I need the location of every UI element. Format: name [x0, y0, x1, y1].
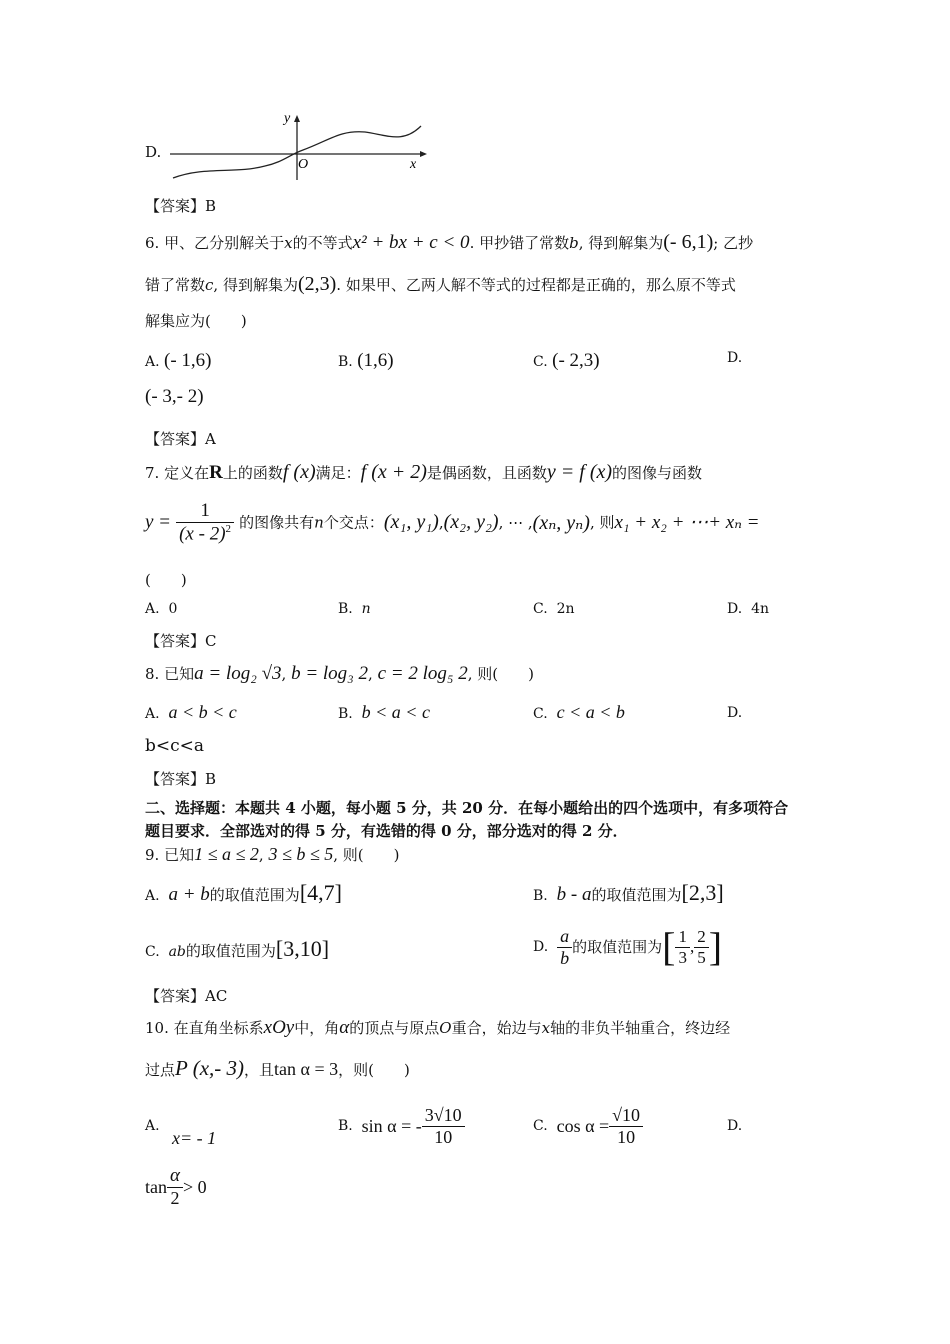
frac-den-exp: 2 [225, 523, 232, 535]
q10-option-d[interactable] [727, 1118, 742, 1134]
q9-text: 已知 [164, 846, 195, 864]
option-expr-frac [557, 926, 572, 969]
option-expr: a + b [168, 884, 210, 905]
q10-alpha: α [339, 1017, 350, 1038]
q7-line1 [145, 462, 702, 483]
q6-text: 的不等式 [292, 234, 353, 252]
q10-text: 重合，始边与 [451, 1019, 542, 1037]
q6-option-c[interactable] [533, 350, 600, 372]
frac-num: α [167, 1165, 183, 1188]
q8-sep: , [281, 665, 287, 683]
q10-line2 [145, 1058, 410, 1080]
q6-var-b: b [569, 234, 579, 252]
q10-x: x [541, 1019, 551, 1037]
frac-den: 5 [697, 947, 706, 967]
q6-number: 6. [145, 234, 160, 252]
q8-number: 8. [145, 665, 160, 683]
frac-den: b [560, 947, 570, 968]
option-label: B. [338, 601, 353, 617]
q7-point1: (x₁, y₁) [383, 511, 439, 534]
q9-text: , 则( ) [333, 846, 400, 864]
q6-option-d-value: (- 3,- 2) [145, 386, 204, 407]
q6-line3: 解集应为( ) [145, 312, 247, 330]
q10-option-c[interactable] [533, 1100, 643, 1152]
q7-fx2: f (x + 2) [360, 461, 427, 483]
frac-den: 10 [434, 1126, 453, 1147]
option-frac [609, 1105, 643, 1148]
q6-text: . 如果甲、乙两人解不等式的过程都是正确的，那么原不等式 [336, 276, 736, 294]
q6-line1 [145, 232, 753, 253]
frac-num: 1 [176, 500, 234, 523]
option-label: D. [727, 1118, 743, 1134]
q8-option-a[interactable] [145, 702, 237, 723]
frac-num: √10 [609, 1105, 643, 1127]
option-expr: b - a [556, 884, 592, 905]
frac-den-base: (x - 2) [179, 523, 226, 545]
q7-comma: , [438, 513, 444, 532]
option-text: 的取值范围为 [185, 942, 276, 960]
q8-line1 [145, 664, 534, 684]
q6-inequality: x² + bx + c < 0 [352, 232, 470, 253]
q7-var-n: n [314, 513, 324, 532]
option-label: D. [533, 939, 549, 955]
range-comma: , [689, 937, 695, 956]
option-label: D. [727, 350, 743, 366]
option-value: 4n [751, 601, 770, 617]
q7-text: 的图像共有 [239, 513, 315, 532]
q10-line1 [145, 1018, 730, 1038]
frac-num: a [557, 926, 572, 948]
q6-answer: 【答案】A [145, 430, 216, 448]
q10-o: O [439, 1019, 452, 1037]
q10-point: P (x,- 3) [175, 1056, 245, 1080]
frac-den [176, 523, 234, 545]
q7-option-a[interactable] [145, 601, 177, 617]
option-label: D. [727, 601, 743, 617]
q9-option-b[interactable] [533, 880, 724, 906]
q7-sum: x₁ + x₂ + ⋯+ xₙ = [614, 512, 760, 534]
option-expr: ab [168, 944, 186, 960]
q6-text: 甲、乙分别解关于 [164, 234, 285, 252]
option-label: C. [533, 706, 548, 722]
option-label: C. [533, 601, 548, 617]
q10-option-a-value: x= - 1 [172, 1128, 217, 1148]
q9-sep: , [258, 846, 264, 864]
option-label: B. [338, 354, 353, 370]
q8-option-d-value: b<c<a [145, 736, 205, 756]
option-text: 的取值范围为 [572, 938, 663, 956]
q9-line1 [145, 844, 399, 865]
q7-set-r: R [209, 462, 223, 483]
q6-text: , 得到解集为 [213, 276, 298, 294]
q7-y-eq: y = [145, 511, 172, 533]
section2-header-line2: 题目要求．全部选对的得 5 分，有选错的得 0 分，部分选对的得 2 分． [145, 822, 628, 840]
q10-option-a[interactable] [145, 1118, 160, 1134]
q7-point2: (x₂, y₂) [443, 511, 499, 534]
option-label: A. [145, 354, 160, 370]
q9-option-c[interactable] [145, 936, 329, 962]
section2-header-line1: 二、选择题：本题共 4 小题，每小题 5 分，共 20 分．在每小题给出的四个选项中，有多项符合 [145, 799, 789, 817]
q10-text: 的顶点与原点 [349, 1019, 440, 1037]
q6-text: , 得到解集为 [578, 234, 664, 252]
frac-den: 2 [170, 1188, 180, 1208]
q7-text: 定义在 [164, 464, 210, 482]
option-label: A. [145, 706, 160, 722]
q8-option-c[interactable] [533, 702, 625, 723]
option-value: (- 1,6) [164, 350, 212, 371]
q7-fraction [176, 500, 234, 545]
q9-option-a[interactable] [145, 880, 342, 906]
option-label: C. [533, 354, 548, 370]
option-rest: > 0 [182, 1176, 207, 1197]
q8-a-expr: a = log₂ √3 [194, 663, 282, 684]
bracket-close: ] [708, 924, 723, 969]
range-frac-2 [694, 927, 709, 968]
graph-x-label: x [410, 157, 417, 172]
q5-answer: 【答案】B [145, 197, 217, 215]
q7-text: 上的函数 [222, 464, 283, 482]
frac-den: 10 [617, 1126, 636, 1147]
frac-num: 2 [694, 927, 709, 948]
option-text: 的取值范围为 [591, 886, 682, 904]
option-range: [2,3] [681, 880, 724, 905]
option-label: B. [338, 1118, 353, 1134]
option-value: n [361, 601, 371, 617]
q10-text: 中，角 [294, 1019, 340, 1037]
q9-answer: 【答案】AC [145, 987, 228, 1005]
graph-origin-label: O [298, 157, 309, 172]
q7-text: , 则 [589, 513, 615, 532]
frac-den: 3 [678, 947, 687, 967]
q8-answer: 【答案】B [145, 770, 217, 788]
option-value: (1,6) [357, 350, 394, 371]
q7-text: 满足： [315, 464, 361, 482]
option-value: b < a < c [361, 702, 430, 722]
option-label: B. [338, 706, 353, 722]
q7-fx: f (x) [282, 461, 316, 483]
q7-line2 [145, 500, 760, 556]
q6-var-x: x [284, 234, 293, 252]
frac-num: 1 [675, 927, 690, 948]
option-label: A. [145, 888, 160, 904]
graph-y-label: y [284, 111, 291, 126]
q10-xoy: xOy [263, 1017, 295, 1038]
q6-set2: (2,3) [297, 273, 337, 295]
option-label: B. [533, 888, 548, 904]
option-lhs: cos α = [556, 1115, 610, 1136]
q10-option-d-value [145, 1162, 207, 1212]
q7-line3: ( ) [145, 571, 187, 589]
q7-text: 的图像与函数 [612, 464, 703, 482]
q9-cond1: 1 ≤ a ≤ 2 [194, 844, 259, 864]
q7-answer: 【答案】C [145, 632, 217, 650]
q6-set1: (- 6,1) [663, 231, 714, 253]
q8-text: 已知 [164, 665, 195, 683]
q8-text: , 则( ) [467, 665, 534, 683]
option-range: [4,7] [299, 880, 342, 905]
q10-option-b[interactable] [338, 1100, 465, 1152]
q6-line2 [145, 274, 736, 295]
graph-x-arrow [420, 151, 427, 157]
q8-c-expr: c = 2 log₅ 2 [377, 663, 468, 684]
graph-y-arrow [294, 115, 300, 122]
q9-option-d[interactable] [533, 922, 722, 972]
option-frac [422, 1105, 465, 1148]
option-value: c < a < b [556, 702, 625, 722]
q7-y-eq-fx: y = f (x) [546, 461, 613, 483]
bracket-open: [ [662, 924, 676, 969]
q7-option-c[interactable] [533, 601, 575, 617]
q6-option-b[interactable] [338, 350, 394, 372]
q7-number: 7. [145, 464, 160, 482]
q6-text: 错了常数 [145, 276, 206, 294]
q6-var-c: c [205, 276, 214, 294]
option-value: (- 2,3) [552, 350, 600, 371]
q7-text: 个交点： [323, 513, 384, 532]
q7-option-b[interactable] [338, 601, 371, 617]
option-frac [167, 1165, 183, 1209]
q9-cond2: 3 ≤ b ≤ 5 [268, 844, 334, 864]
q8-sep: , [368, 665, 373, 683]
q8-option-b[interactable] [338, 702, 430, 723]
q8-b-expr: b = log₃ 2 [291, 663, 369, 684]
q5-option-d-label: D. [145, 143, 162, 161]
range-frac-1 [675, 927, 690, 968]
q6-text: . 甲抄错了常数 [469, 234, 570, 252]
option-lhs: sin α = - [361, 1115, 422, 1136]
q7-pointn: (xₙ, yₙ) [532, 512, 590, 535]
q10-text: 过点 [145, 1061, 176, 1079]
option-label: D. [727, 705, 743, 721]
q6-option-d[interactable] [727, 350, 742, 366]
option-value: a < b < c [168, 702, 237, 722]
q10-text: ，且 [244, 1061, 275, 1079]
q7-text: 是偶函数，且函数 [426, 464, 547, 482]
option-value: 0 [168, 601, 178, 617]
q8-option-d[interactable] [727, 705, 742, 721]
q10-text: 轴的非负半轴重合，终边经 [550, 1019, 731, 1037]
q7-dots: , ⋯ , [498, 513, 533, 532]
q10-text: 在直角坐标系 [173, 1019, 264, 1037]
q10-tan-expr: tan α = 3 [274, 1059, 339, 1079]
q6-text: ; 乙抄 [713, 234, 754, 252]
option-tan: tan [145, 1176, 167, 1197]
option-range: [3,10] [275, 936, 330, 961]
q7-option-d[interactable] [727, 601, 769, 617]
q6-option-a[interactable] [145, 350, 212, 372]
option-label: C. [533, 1118, 548, 1134]
option-label: C. [145, 944, 160, 960]
q9-number: 9. [145, 846, 160, 864]
q5-graph [165, 110, 435, 185]
frac-num: 3√10 [422, 1105, 465, 1127]
option-label: A. [145, 1118, 160, 1134]
option-label: A. [145, 601, 160, 617]
q10-number: 10. [145, 1019, 169, 1037]
option-value: 2n [556, 601, 575, 617]
option-text: 的取值范围为 [209, 886, 300, 904]
q10-text: ，则( ) [338, 1061, 410, 1079]
